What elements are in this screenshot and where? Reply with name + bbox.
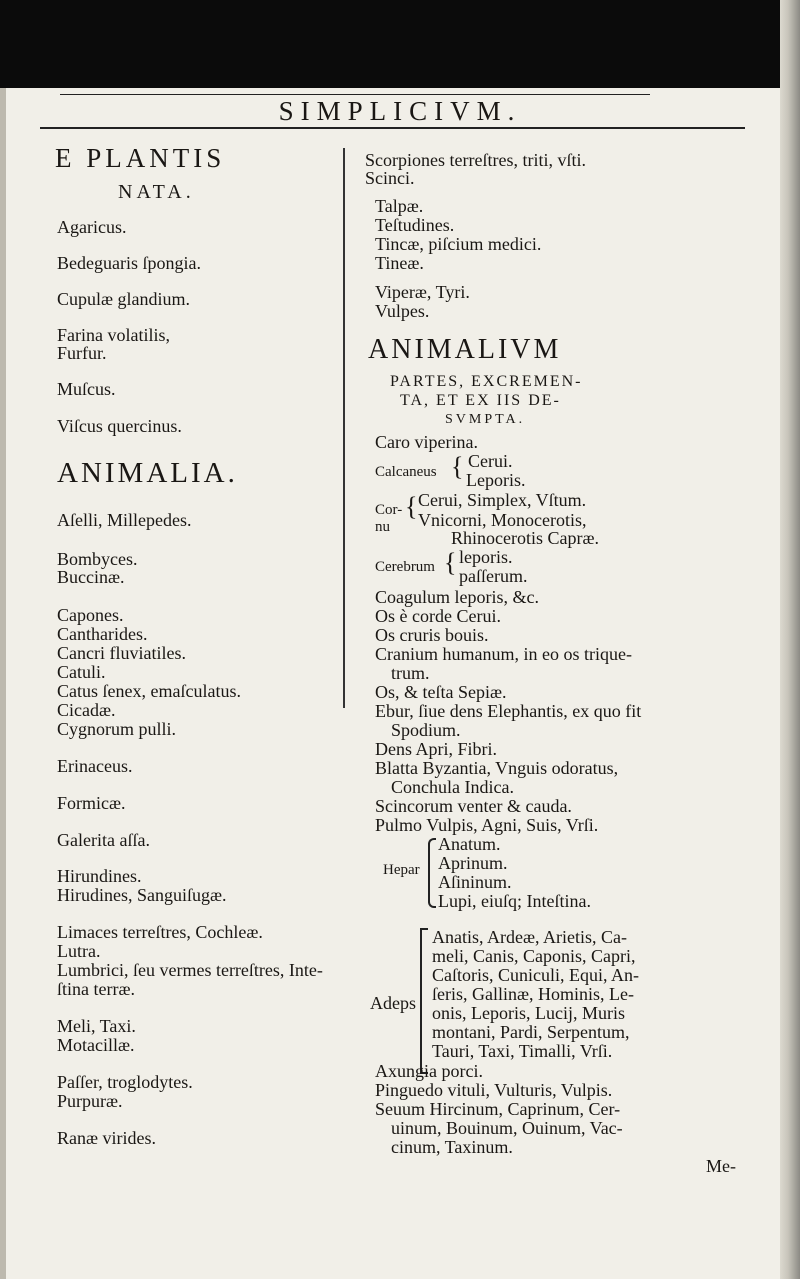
animal-item: Motacillæ.	[57, 1035, 135, 1055]
animal-item: Cantharides.	[57, 624, 148, 644]
entry: Viperæ, Tyri.	[375, 282, 470, 302]
heading-e-plantis: E PLANTIS	[55, 143, 226, 173]
brace: {	[405, 492, 418, 521]
entry: leporis.	[459, 547, 513, 567]
entry: Caro viperina.	[375, 432, 478, 452]
entry: Scinci.	[365, 168, 415, 188]
entry: Os, & teſta Sepiæ.	[375, 682, 507, 702]
entry: Conchula Indica.	[391, 777, 514, 797]
entry: Coagulum leporis, &c.	[375, 587, 539, 607]
animal-item: Formicæ.	[57, 793, 126, 813]
animal-item: Catuli.	[57, 662, 106, 682]
entry: Blatta Byzantia, Vnguis odoratus,	[375, 758, 619, 778]
entry: Cerui.	[468, 451, 513, 471]
entry: Pinguedo vituli, Vulturis, Vulpis.	[375, 1080, 613, 1100]
cerebrum-label: Cerebrum	[375, 559, 435, 575]
entry: Scorpiones terreſtres, triti, vſti.	[365, 150, 586, 170]
entry: montani, Pardi, Serpentum,	[432, 1022, 630, 1042]
subheading-line: SVMPTA.	[445, 412, 526, 427]
subheading-line: PARTES, EXCREMEN-	[390, 373, 583, 390]
entry: Pulmo Vulpis, Agni, Suis, Vrſi.	[375, 815, 599, 835]
entry: Tineæ.	[375, 253, 424, 273]
entry: Teſtudines.	[375, 215, 455, 235]
plant-item: Viſcus quercinus.	[57, 416, 182, 436]
plant-item: Farina volatilis,	[57, 325, 170, 345]
entry: Scincorum venter & cauda.	[375, 796, 572, 816]
entry: Os è corde Cerui.	[375, 606, 501, 626]
plant-item: Bedeguaris ſpongia.	[57, 253, 201, 273]
entry: Caſtoris, Cuniculi, Equi, An-	[432, 965, 639, 985]
subheading-line: TA, ET EX IIS DE-	[400, 392, 561, 409]
animal-item: Galerita aſſa.	[57, 830, 150, 850]
scan-border-right	[780, 0, 800, 1279]
entry: Aſininum.	[438, 872, 512, 892]
animal-item: Ranæ virides.	[57, 1128, 156, 1148]
animal-item: Paſſer, troglodytes.	[57, 1072, 193, 1092]
entry: Rhinocerotis Capræ.	[451, 528, 599, 548]
animal-item: Hirundines.	[57, 866, 142, 886]
entry: Seuum Hircinum, Caprinum, Cer-	[375, 1099, 621, 1119]
animal-item: Buccinæ.	[57, 567, 125, 587]
brace: {	[444, 548, 457, 577]
plant-item: Cupulæ glandium.	[57, 289, 191, 309]
animal-item: Bombyces.	[57, 549, 138, 569]
plant-item: Furfur.	[57, 343, 107, 363]
entry: paſſerum.	[459, 566, 528, 586]
entry: Os cruris bouis.	[375, 625, 489, 645]
entry: Dens Apri, Fibri.	[375, 739, 498, 759]
heading-animalium: ANIMALIVM	[368, 334, 562, 365]
adeps-label: Adeps	[370, 993, 416, 1013]
column-divider	[343, 148, 345, 708]
entry: onis, Leporis, Lucij, Muris	[432, 1003, 625, 1023]
animal-item: Cancri fluviatiles.	[57, 643, 186, 663]
entry: Anatum.	[438, 834, 501, 854]
entry: Ebur, ſiue dens Elephantis, ex quo fit	[375, 701, 642, 721]
scan-border-left	[0, 88, 6, 1279]
animal-item: Lutra.	[57, 941, 101, 961]
entry: Talpæ.	[375, 196, 424, 216]
entry: ſeris, Gallinæ, Hominis, Le-	[432, 984, 634, 1004]
entry: Lupi, eiuſq; Inteſtina.	[438, 891, 591, 911]
animal-item: Cicadæ.	[57, 700, 116, 720]
animal-item: Hirudines, Sanguiſugæ.	[57, 885, 227, 905]
animal-item: Catus ſenex, emaſculatus.	[57, 681, 241, 701]
animal-item: Meli, Taxi.	[57, 1016, 136, 1036]
entry: Vulpes.	[375, 301, 430, 321]
scan-border-top	[0, 0, 800, 88]
animal-item: Aſelli, Millepedes.	[57, 510, 192, 530]
cornu-label: Cor-	[375, 502, 403, 518]
entry: Leporis.	[466, 470, 526, 490]
entry: Cranium humanum, in eo os trique-	[375, 644, 632, 664]
hepar-label: Hepar	[383, 862, 420, 878]
heading-animalia: ANIMALIA.	[57, 457, 238, 489]
heading-nata: NATA.	[118, 181, 195, 203]
entry: Cerui, Simplex, Vſtum.	[418, 490, 587, 510]
entry: meli, Canis, Caponis, Capri,	[432, 946, 636, 966]
entry: Spodium.	[391, 720, 461, 740]
animal-item: Cygnorum pulli.	[57, 719, 177, 739]
cornu-label: nu	[375, 519, 390, 535]
entry: Aprinum.	[438, 853, 508, 873]
bracket	[428, 838, 436, 908]
catchword: Me-	[706, 1156, 736, 1176]
entry: cinum, Taxinum.	[391, 1137, 513, 1157]
animal-item: Erinaceus.	[57, 756, 133, 776]
calcaneus-label: Calcaneus	[375, 464, 437, 480]
header-rule	[40, 127, 745, 129]
brace: {	[451, 452, 464, 481]
entry: Anatis, Ardeæ, Arietis, Ca-	[432, 927, 627, 947]
plant-item: Agaricus.	[57, 217, 127, 237]
entry: Axungia porci.	[375, 1061, 483, 1081]
animal-item: Capones.	[57, 605, 124, 625]
animal-item: ſtina terræ.	[57, 979, 135, 999]
animal-item: Lumbrici, ſeu vermes terreſtres, Inte-	[57, 960, 323, 980]
entry: Tincæ, piſcium medici.	[375, 234, 542, 254]
plant-item: Muſcus.	[57, 379, 116, 399]
top-rule	[60, 94, 650, 95]
entry: Tauri, Taxi, Timalli, Vrſi.	[432, 1041, 613, 1061]
animal-item: Purpuræ.	[57, 1091, 123, 1111]
entry: trum.	[391, 663, 430, 683]
entry: uinum, Bouinum, Ouinum, Vac-	[391, 1118, 623, 1138]
entry: Vnicorni, Monocerotis,	[418, 510, 587, 530]
running-header: SIMPLICIVM.	[278, 96, 522, 126]
animal-item: Limaces terreſtres, Cochleæ.	[57, 922, 263, 942]
bracket	[420, 928, 428, 1074]
